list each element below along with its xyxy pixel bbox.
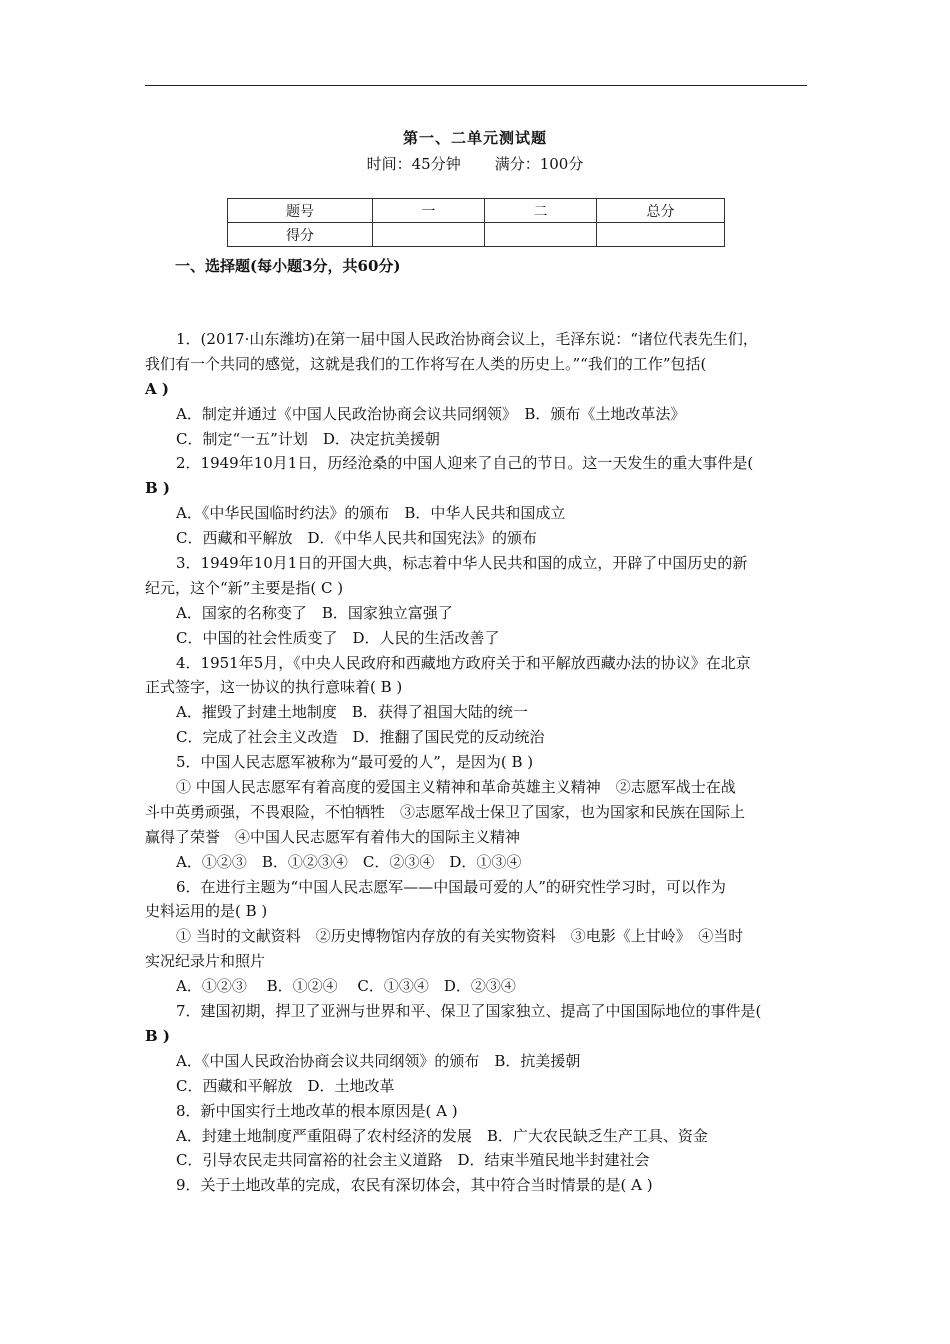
- exam-time: 时间：45分钟: [366, 155, 461, 173]
- answer-line: B ): [145, 1026, 170, 1045]
- question-line: 正式签字，这一协议的执行意味着( B ): [145, 678, 403, 697]
- option-line: A．《中国人民政治协商会议共同纲领》的颁布 B．抗美援朝: [176, 1051, 581, 1070]
- option-line: C．制定“一五”计划 D．决定抗美援朝: [176, 429, 440, 448]
- answer-line: B ): [145, 479, 170, 498]
- score-table-header-row: [228, 199, 725, 223]
- option-line: A．摧毁了封建土地制度 B．获得了祖国大陆的统一: [176, 703, 528, 722]
- option-line: A．①②③ B．①②④ C．①③④ D．②③④: [176, 977, 516, 996]
- question-line: 8．新中国实行土地改革的根本原因是( A ): [176, 1101, 458, 1120]
- answer-line: A ): [145, 379, 169, 398]
- question-line: 2．1949年10月1日，历经沧桑的中国人迎来了自己的节日。这一天发生的重大事件是(: [176, 454, 754, 473]
- question-list: [145, 327, 807, 1198]
- section-heading: 一、选择题(每小题3分，共60分): [175, 257, 401, 275]
- header-cell: 二: [485, 199, 597, 223]
- statement-line: ① 中国人民志愿军有着高度的爱国主义精神和革命英雄主义精神 ②志愿军战士在战: [176, 778, 736, 797]
- header-cell: 一: [373, 199, 485, 223]
- option-line: C．完成了社会主义改造 D．推翻了国民党的反动统治: [176, 728, 545, 747]
- question-line: 4．1951年5月，《中央人民政府和西藏地方政府关于和平解放西藏办法的协议》在北京: [176, 653, 751, 672]
- score-cell[interactable]: [597, 223, 725, 247]
- question-line: 3．1949年10月1日的开国大典，标志着中华人民共和国的成立，开辟了中国历史的新: [176, 554, 748, 573]
- score-cell[interactable]: [485, 223, 597, 247]
- option-line: A．《中华民国临时约法》的颁布 B．中华人民共和国成立: [176, 504, 566, 523]
- statement-line: 赢得了荣誉 ④中国人民志愿军有着伟大的国际主义精神: [145, 827, 521, 846]
- option-line: A．国家的名称变了 B．国家独立富强了: [176, 603, 453, 622]
- option-line: A．制定并通过《中国人民政治协商会议共同纲领》 B．颁布《土地改革法》: [176, 404, 686, 423]
- page-title: 第一、二单元测试题: [402, 129, 547, 147]
- question-line: 1．(2017·山东潍坊)在第一届中国人民政治协商会议上，毛泽东说：“诸位代表先生们，: [176, 330, 758, 348]
- score-cell[interactable]: [373, 223, 485, 247]
- question-line: 7．建国初期，捍卫了亚洲与世界和平、保卫了国家独立、提高了中国国际地位的事件是(: [176, 1002, 762, 1021]
- question-line: 6．在进行主题为“中国人民志愿军——中国最可爱的人”的研究性学习时，可以作为: [176, 877, 726, 896]
- option-line: A．①②③ B．①②③④ C．②③④ D．①③④: [176, 852, 522, 871]
- exam-score: 满分：100分: [494, 155, 584, 173]
- statement-line: 实况纪录片和照片: [145, 952, 266, 971]
- option-line: C．中国的社会性质变了 D．人民的生活改善了: [176, 628, 500, 647]
- statement-line: ① 当时的文献资料 ②历史博物馆内存放的有关实物资料 ③电影《上甘岭》 ④当时: [176, 927, 744, 946]
- question-line: 9．关于土地改革的完成，农民有深切体会，其中符合当时情景的是( A ): [176, 1176, 653, 1195]
- option-line: C．西藏和平解放 D．土地改革: [176, 1076, 395, 1095]
- score-table: [227, 198, 725, 247]
- question-line: 我们有一个共同的感觉，这就是我们的工作将写在人类的历史上。”“我们的工作”包括(: [145, 354, 707, 373]
- row-label-cell: 得分: [228, 223, 373, 247]
- option-line: C．西藏和平解放 D．《中华人民共和国宪法》的颁布: [176, 529, 538, 548]
- question-line: 纪元，这个“新”主要是指( C ): [145, 578, 344, 597]
- statement-line: 斗中英勇顽强，不畏艰险，不怕牺牲 ③志愿军战士保卫了国家，也为国家和民族在国际上: [145, 802, 746, 821]
- header-cell: 总分: [597, 199, 725, 223]
- option-line: C．引导农民走共同富裕的社会主义道路 D．结束半殖民地半封建社会: [176, 1151, 650, 1170]
- exam-info: [0, 153, 950, 174]
- option-line: A．封建土地制度严重阻碍了农村经济的发展 B．广大农民缺乏生产工具、资金: [176, 1126, 708, 1145]
- top-rule: [145, 85, 807, 86]
- question-line: 5．中国人民志愿军被称为“最可爱的人”，是因为( B ): [176, 753, 534, 772]
- question-line: 史料运用的是( B ): [145, 902, 268, 921]
- header-cell: 题号: [228, 199, 373, 223]
- score-table-score-row: [228, 223, 725, 247]
